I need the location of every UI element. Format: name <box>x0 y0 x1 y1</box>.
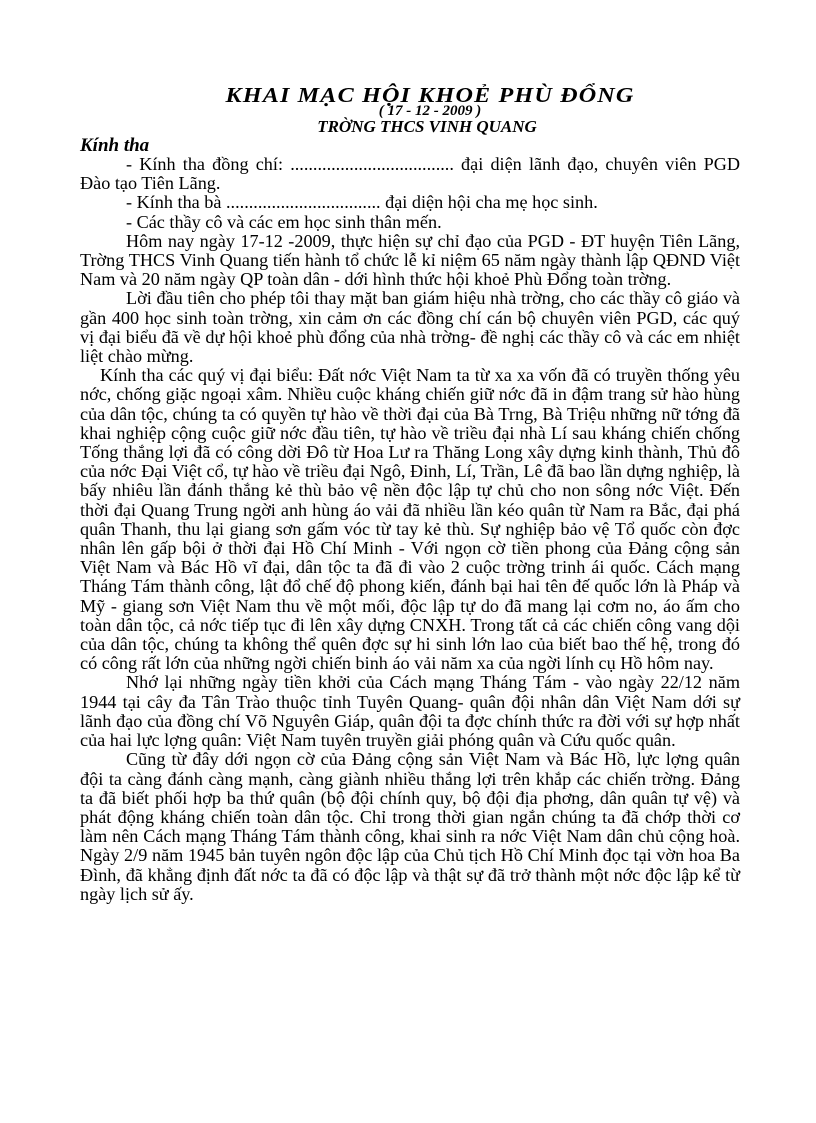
paragraph-5: Lời đầu tiên cho phép tôi thay mặt ban giám hiệu nhà trờng, cho các thầy cô giáo và gần 400 học sinh toàn trờng, xin cảm ơn các đồng chí cán bộ chuyên viên PGD, các quý vị đại biểu đã về dự hội khoẻ phù đổng của nhà trờng- đề nghị các thầy cô và các em nhiệt liệt chào mừng. <box>80 288 740 367</box>
paragraph-7: Nhớ lại những ngày tiền khởi của Cách mạng Tháng Tám - vào ngày 22/12 năm 1944 tại cây đa Tân Trào thuộc tỉnh Tuyên Quang- quân đội nhân dân Việt Nam dới sự lãnh đạo của đồng chí Võ Nguyên Giáp, quân đội ta đợc chính thức ra đời với sự hợp nhất của hai lực lợng quân: Việt Nam tuyên truyền giải phóng quân và Cứu quốc quân. <box>80 672 740 751</box>
paragraph-8: Cũng từ đây dới ngọn cờ của Đảng cộng sản Việt Nam và Bác Hồ, lực lợng quân đội ta càng đánh càng mạnh, càng giành nhiều thắng lợi trên khắp các chiến trờng. Đảng ta đã biết phối hợp ba thứ quân (bộ đội chính quy, bộ đội địa phơng, dân quân tự vệ) và phát động kháng chiến toàn dân tộc. Chỉ trong thời gian ngắn chúng ta đã chớp thời cơ làm nên Cách mạng Tháng Tám thành công, khai sinh ra nớc Việt Nam dân chủ cộng hoà. Ngày 2/9 năm 1945 bản tuyên ngôn độc lập của Chủ tịch Hồ Chí Minh đọc tại vờn hoa Ba Đình, đã khẳng định đất nớc ta đã có độc lập và thật sự đã trở thành một nớc độc lập kể từ ngày lịch sử ấy. <box>80 749 740 904</box>
paragraph-3: - Các thầy cô và các em học sinh thân mến. <box>126 211 442 232</box>
paragraph-6: Kính tha các quý vị đại biểu: Đất nớc Việt Nam ta từ xa xa vốn đã có truyền thống yêu nớc, chống giặc ngoại xâm. Nhiều cuộc kháng chiến giữ nớc đã in đậm trang sử hào hùng của dân tộc, chúng ta có quyền tự hào về thời đại của Bà Trng, Bà Triệu những nữ tớng đã khai nghiệp cộng cuộc giữ nớc đầu tiên, tự hào về triều đại nhà Lí sau kháng chiến chống Tống thắng lợi đã có công dời Đô từ Hoa Lư ra Thăng Long xây dựng kinh thành, Thủ đô của nớc Đại Việt cổ, tự hào về triều đại Ngô, Đinh, Lí, Trần, Lê đã bao lần dựng nghiệp, là bấy nhiêu lần đánh thắng kẻ thù bảo vệ nền độc lập tự chủ cho non sông nớc Việt. Đến thời đại Quang Trung ngời anh hùng áo vải đã nhiều lần kéo quân từ Nam ra Bắc, đại phá quân Thanh, thu lại giang sơn gấm vóc từ tay kẻ thù. Sự nghiệp bảo vệ Tổ quốc còn đợc nhân lên gấp bội ở thời đại Hồ Chí Minh - Với ngọn cờ tiền phong của Đảng cộng sản Việt Nam và Bác Hồ vĩ đại, dân tộc ta đã đi vào 2 cuộc trờng trinh ái quốc. Cách mạng Tháng Tám thành công, lật đổ chế độ phong kiến, đánh bại hai tên đế quốc lớn là Pháp và Mỹ - giang sơn Việt Nam thu về một mối, độc lập tự do đã mang lại cơm no, áo ấm cho toàn dân tộc, cả nớc tiếp tục đi lên xây dựng CNXH. Trong tất cả các chiến công vang dội của dân tộc, chúng ta không thể quên đợc sự hi sinh lớn lao của biết bao thế hệ, trong đó có công rất lớn của những ngời chiến binh áo vải năm xa của ngời lính cụ Hồ hôm nay. <box>80 365 740 674</box>
event-date: ( 17 - 12 - 2009 ) <box>378 103 482 119</box>
document-title: KHAI MẠC HỘI KHOẺ PHÙ ĐỔNG <box>225 83 635 107</box>
school-name: TRỜNG THCS VINH QUANG <box>317 117 537 136</box>
greeting: Kính tha <box>80 135 150 156</box>
paragraph-1: - Kính tha đồng chí: .................................... đại diện lãnh đạo, chuyên viên PGD Đào tạo Tiên Lãng. <box>80 154 740 194</box>
paragraph-4: Hôm nay ngày 17-12 -2009, thực hiện sự chỉ đạo của PGD - ĐT huyện Tiên Lãng, Trờng THCS Vinh Quang tiến hành tổ chức lễ kỉ niệm 65 năm ngày thành lập QĐND Việt Nam và 20 năm ngày QP toàn dân - dới hình thức hội khoẻ Phù Đổng toàn trờng. <box>80 230 740 290</box>
document-page <box>80 83 740 904</box>
paragraph-2: - Kính tha bà .................................. đại diện hội cha mẹ học sinh. <box>126 192 598 213</box>
